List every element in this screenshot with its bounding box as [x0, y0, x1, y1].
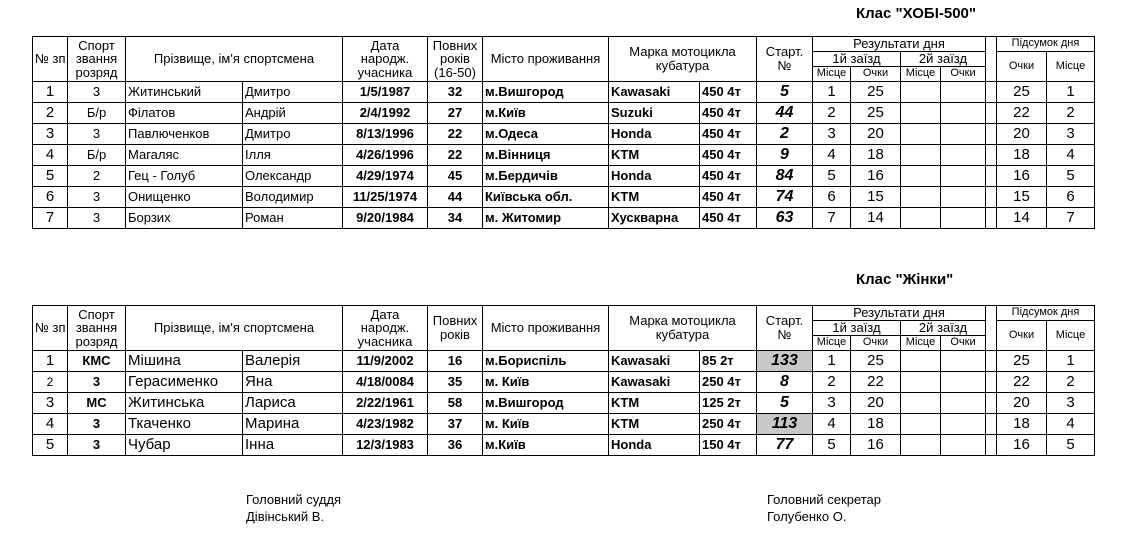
row-spacer [986, 103, 997, 124]
row-num: 2 [33, 372, 68, 393]
row-birth-date: 2/22/1961 [343, 393, 428, 414]
row-start-number: 84 [757, 166, 813, 187]
row-race1-place: 6 [813, 187, 851, 208]
header-city: Місто проживання [483, 306, 609, 351]
chief-judge-title: Головний суддя [246, 492, 342, 507]
spacer-col [986, 306, 997, 351]
row-birth-date: 4/26/1996 [343, 145, 428, 166]
row-num: 1 [33, 351, 68, 372]
row-race1-points: 20 [851, 124, 901, 145]
row-sum-points: 20 [997, 393, 1047, 414]
row-spacer [986, 393, 997, 414]
row-first-name: Інна [243, 435, 343, 456]
row-city: м.Вінниця [483, 145, 609, 166]
chief-judge-name: Дівінський В. [246, 509, 325, 524]
row-sum-points: 22 [997, 103, 1047, 124]
row-sum-place: 2 [1047, 372, 1095, 393]
row-race2-place [901, 351, 941, 372]
header-race2-place: Місце [901, 67, 941, 82]
row-start-number: 63 [757, 208, 813, 229]
row-sum-place: 3 [1047, 393, 1095, 414]
row-race2-place [901, 435, 941, 456]
row-race1-place: 5 [813, 166, 851, 187]
row-spacer [986, 435, 997, 456]
row-race1-points: 16 [851, 435, 901, 456]
table-row [33, 166, 1095, 187]
row-moto-brand: Suzuki [609, 103, 700, 124]
row-age: 22 [428, 145, 483, 166]
row-rank: 3 [68, 414, 126, 435]
row-num: 4 [33, 145, 68, 166]
row-rank: МС [68, 393, 126, 414]
row-race2-place [901, 208, 941, 229]
row-race2-points [941, 166, 986, 187]
row-sum-place: 5 [1047, 435, 1095, 456]
row-first-name: Олександр [243, 166, 343, 187]
row-moto-cc: 450 4т [700, 187, 757, 208]
row-race2-place [901, 414, 941, 435]
row-birth-date: 4/29/1974 [343, 166, 428, 187]
row-race1-place: 4 [813, 145, 851, 166]
row-age: 34 [428, 208, 483, 229]
row-moto-brand: KTM [609, 145, 700, 166]
row-race1-place: 1 [813, 351, 851, 372]
row-spacer [986, 351, 997, 372]
table-row [33, 435, 1095, 456]
table-row [33, 103, 1095, 124]
row-start-number: 133 [757, 351, 813, 372]
row-sum-place: 3 [1047, 124, 1095, 145]
row-race1-place: 4 [813, 414, 851, 435]
class-hobby-title: Клас "ХОБІ-500" [856, 5, 977, 22]
header-race2: 2й заїзд [901, 52, 986, 67]
row-moto-cc: 450 4т [700, 124, 757, 145]
row-race2-points [941, 208, 986, 229]
header-city: Місто проживання [483, 37, 609, 82]
header-start: Старт. № [757, 37, 813, 82]
row-race1-points: 20 [851, 393, 901, 414]
row-race1-points: 14 [851, 208, 901, 229]
header-race1-place: Місце [813, 336, 851, 351]
row-age: 27 [428, 103, 483, 124]
row-moto-cc: 150 4т [700, 435, 757, 456]
row-spacer [986, 372, 997, 393]
header-moto: Марка мотоцикла кубатура [609, 306, 757, 351]
header-sum-place: Місце [1047, 321, 1095, 351]
row-moto-cc: 85 2т [700, 351, 757, 372]
header-years: Повних років [428, 306, 483, 351]
row-age: 22 [428, 124, 483, 145]
row-last-name: Герасименко [126, 372, 243, 393]
spacer-col [986, 37, 997, 82]
header-name: Прізвище, ім'я спортсмена [126, 306, 343, 351]
row-race1-points: 15 [851, 187, 901, 208]
row-spacer [986, 82, 997, 103]
row-race2-points [941, 82, 986, 103]
row-spacer [986, 166, 997, 187]
row-city: м.Київ [483, 103, 609, 124]
row-race2-points [941, 351, 986, 372]
row-sum-points: 20 [997, 124, 1047, 145]
row-start-number: 2 [757, 124, 813, 145]
header-rank: Спорт звання розряд [68, 306, 126, 351]
row-sum-points: 18 [997, 414, 1047, 435]
row-first-name: Валерія [243, 351, 343, 372]
row-moto-cc: 450 4т [700, 103, 757, 124]
row-race2-place [901, 145, 941, 166]
header-race1: 1й заїзд [813, 52, 901, 67]
row-race2-points [941, 187, 986, 208]
row-race2-points [941, 145, 986, 166]
row-race1-points: 18 [851, 414, 901, 435]
table-row [33, 145, 1095, 166]
header-results: Результати дня [813, 37, 986, 52]
row-start-number: 113 [757, 414, 813, 435]
row-moto-cc: 450 4т [700, 145, 757, 166]
class-women-title: Клас "Жінки" [856, 271, 954, 288]
row-moto-brand: Honda [609, 166, 700, 187]
row-race1-place: 2 [813, 103, 851, 124]
row-city: м.Київ [483, 435, 609, 456]
row-moto-cc: 450 4т [700, 82, 757, 103]
row-moto-cc: 450 4т [700, 208, 757, 229]
row-race1-place: 2 [813, 372, 851, 393]
row-moto-cc: 125 2т [700, 393, 757, 414]
header-race1-points: Очки [851, 67, 901, 82]
row-rank: 3 [68, 124, 126, 145]
row-birth-date: 1/5/1987 [343, 82, 428, 103]
row-first-name: Дмитро [243, 124, 343, 145]
row-sum-place: 2 [1047, 103, 1095, 124]
row-first-name: Роман [243, 208, 343, 229]
row-race1-points: 16 [851, 166, 901, 187]
row-sum-points: 25 [997, 82, 1047, 103]
row-moto-brand: Honda [609, 124, 700, 145]
row-rank: 2 [68, 166, 126, 187]
row-race2-points [941, 393, 986, 414]
table-row [33, 124, 1095, 145]
chief-secretary-name: Голубенко О. [767, 509, 847, 524]
row-sum-place: 1 [1047, 351, 1095, 372]
row-birth-date: 8/13/1996 [343, 124, 428, 145]
row-race1-place: 5 [813, 435, 851, 456]
row-sum-points: 22 [997, 372, 1047, 393]
row-age: 32 [428, 82, 483, 103]
row-first-name: Яна [243, 372, 343, 393]
row-city: м.Одеса [483, 124, 609, 145]
header-summary: Підсумок дня [997, 37, 1095, 52]
row-sum-points: 15 [997, 187, 1047, 208]
chief-judge [246, 491, 341, 525]
row-age: 16 [428, 351, 483, 372]
row-sum-points: 16 [997, 435, 1047, 456]
row-last-name: Житинський [126, 82, 243, 103]
row-birth-date: 12/3/1983 [343, 435, 428, 456]
results-table-women [32, 305, 1095, 456]
row-first-name: Володимир [243, 187, 343, 208]
row-city: м.Вишгород [483, 393, 609, 414]
row-city: м. Житомир [483, 208, 609, 229]
row-first-name: Лариса [243, 393, 343, 414]
row-birth-date: 4/18/0084 [343, 372, 428, 393]
row-rank: Б/р [68, 103, 126, 124]
header-rank: Спорт звання розряд [68, 37, 126, 82]
row-sum-points: 18 [997, 145, 1047, 166]
header-sum-points: Очки [997, 321, 1047, 351]
row-age: 36 [428, 435, 483, 456]
row-sum-points: 14 [997, 208, 1047, 229]
row-num: 3 [33, 124, 68, 145]
header-race2-points: Очки [941, 67, 986, 82]
row-spacer [986, 414, 997, 435]
row-moto-brand: Kawasaki [609, 351, 700, 372]
row-start-number: 5 [757, 393, 813, 414]
row-spacer [986, 124, 997, 145]
row-moto-brand: Honda [609, 435, 700, 456]
row-start-number: 8 [757, 372, 813, 393]
row-start-number: 9 [757, 145, 813, 166]
row-spacer [986, 208, 997, 229]
table-row [33, 208, 1095, 229]
row-race1-place: 1 [813, 82, 851, 103]
header-birth: Дата народж. учасника [343, 37, 428, 82]
row-city: м.Вишгород [483, 82, 609, 103]
row-race2-points [941, 435, 986, 456]
row-num: 7 [33, 208, 68, 229]
row-start-number: 74 [757, 187, 813, 208]
header-moto: Марка мотоцикла кубатура [609, 37, 757, 82]
row-last-name: Магаляс [126, 145, 243, 166]
row-last-name: Гец - Голуб [126, 166, 243, 187]
header-race1-place: Місце [813, 67, 851, 82]
row-birth-date: 2/4/1992 [343, 103, 428, 124]
row-race1-place: 3 [813, 393, 851, 414]
row-sum-points: 25 [997, 351, 1047, 372]
row-race1-points: 25 [851, 351, 901, 372]
row-start-number: 5 [757, 82, 813, 103]
header-birth: Дата народж. учасника [343, 306, 428, 351]
header-start: Старт. № [757, 306, 813, 351]
row-rank: 3 [68, 208, 126, 229]
chief-secretary [767, 491, 881, 525]
header-sum-points: Очки [997, 52, 1047, 82]
row-race1-points: 22 [851, 372, 901, 393]
row-rank: 3 [68, 82, 126, 103]
row-city: м.Бориспіль [483, 351, 609, 372]
row-sum-place: 1 [1047, 82, 1095, 103]
row-sum-points: 16 [997, 166, 1047, 187]
row-last-name: Павлюченков [126, 124, 243, 145]
table-row [33, 414, 1095, 435]
header-race1: 1й заїзд [813, 321, 901, 336]
row-moto-brand: KTM [609, 187, 700, 208]
row-city: м. Київ [483, 372, 609, 393]
row-num: 2 [33, 103, 68, 124]
header-num: № зп [33, 306, 68, 351]
table-row [33, 82, 1095, 103]
row-last-name: Борзих [126, 208, 243, 229]
row-moto-brand: Хускварна [609, 208, 700, 229]
header-results: Результати дня [813, 306, 986, 321]
row-city: м.Бердичів [483, 166, 609, 187]
chief-secretary-title: Головний секретар [767, 492, 882, 507]
table-row [33, 393, 1095, 414]
row-last-name: Житинська [126, 393, 243, 414]
row-sum-place: 6 [1047, 187, 1095, 208]
row-rank: 3 [68, 372, 126, 393]
row-age: 45 [428, 166, 483, 187]
header-race2-place: Місце [901, 336, 941, 351]
row-race2-place [901, 166, 941, 187]
row-last-name: Чубар [126, 435, 243, 456]
row-birth-date: 11/9/2002 [343, 351, 428, 372]
table-row [33, 351, 1095, 372]
results-table-hobby [32, 36, 1095, 229]
row-race2-points [941, 124, 986, 145]
row-spacer [986, 187, 997, 208]
row-race1-points: 18 [851, 145, 901, 166]
row-race2-place [901, 372, 941, 393]
table-row [33, 187, 1095, 208]
row-last-name: Онищенко [126, 187, 243, 208]
row-spacer [986, 145, 997, 166]
row-num: 5 [33, 435, 68, 456]
row-moto-cc: 250 4т [700, 414, 757, 435]
row-age: 58 [428, 393, 483, 414]
row-moto-brand: KTM [609, 414, 700, 435]
row-moto-cc: 250 4т [700, 372, 757, 393]
row-sum-place: 4 [1047, 145, 1095, 166]
header-name: Прізвище, ім'я спортсмена [126, 37, 343, 82]
row-num: 6 [33, 187, 68, 208]
row-race2-place [901, 124, 941, 145]
row-age: 35 [428, 372, 483, 393]
row-first-name: Андрій [243, 103, 343, 124]
row-num: 3 [33, 393, 68, 414]
row-sum-place: 4 [1047, 414, 1095, 435]
table-row [33, 372, 1095, 393]
row-last-name: Мішина [126, 351, 243, 372]
row-rank: 3 [68, 187, 126, 208]
header-years: Повних років (16-50) [428, 37, 483, 82]
row-rank: Б/р [68, 145, 126, 166]
row-num: 5 [33, 166, 68, 187]
row-start-number: 77 [757, 435, 813, 456]
row-race2-place [901, 103, 941, 124]
row-race2-place [901, 82, 941, 103]
row-first-name: Марина [243, 414, 343, 435]
row-first-name: Дмитро [243, 82, 343, 103]
row-city: м. Київ [483, 414, 609, 435]
row-race1-points: 25 [851, 82, 901, 103]
row-sum-place: 5 [1047, 166, 1095, 187]
header-race2: 2й заїзд [901, 321, 986, 336]
row-first-name: Ілля [243, 145, 343, 166]
row-race1-points: 25 [851, 103, 901, 124]
row-rank: КМС [68, 351, 126, 372]
row-race2-place [901, 393, 941, 414]
row-sum-place: 7 [1047, 208, 1095, 229]
row-age: 37 [428, 414, 483, 435]
header-summary: Підсумок дня [997, 306, 1095, 321]
row-last-name: Ткаченко [126, 414, 243, 435]
row-moto-brand: Kawasaki [609, 82, 700, 103]
header-race1-points: Очки [851, 336, 901, 351]
row-num: 1 [33, 82, 68, 103]
row-rank: 3 [68, 435, 126, 456]
row-moto-brand: KTM [609, 393, 700, 414]
header-race2-points: Очки [941, 336, 986, 351]
row-last-name: Філатов [126, 103, 243, 124]
row-start-number: 44 [757, 103, 813, 124]
header-sum-place: Місце [1047, 52, 1095, 82]
row-race2-points [941, 414, 986, 435]
row-birth-date: 11/25/1974 [343, 187, 428, 208]
row-num: 4 [33, 414, 68, 435]
row-race1-place: 7 [813, 208, 851, 229]
row-birth-date: 4/23/1982 [343, 414, 428, 435]
row-race2-points [941, 372, 986, 393]
header-num: № зп [33, 37, 68, 82]
row-city: Київська обл. [483, 187, 609, 208]
row-birth-date: 9/20/1984 [343, 208, 428, 229]
row-race2-place [901, 187, 941, 208]
row-race2-points [941, 103, 986, 124]
row-age: 44 [428, 187, 483, 208]
row-moto-cc: 450 4т [700, 166, 757, 187]
row-moto-brand: Kawasaki [609, 372, 700, 393]
row-race1-place: 3 [813, 124, 851, 145]
